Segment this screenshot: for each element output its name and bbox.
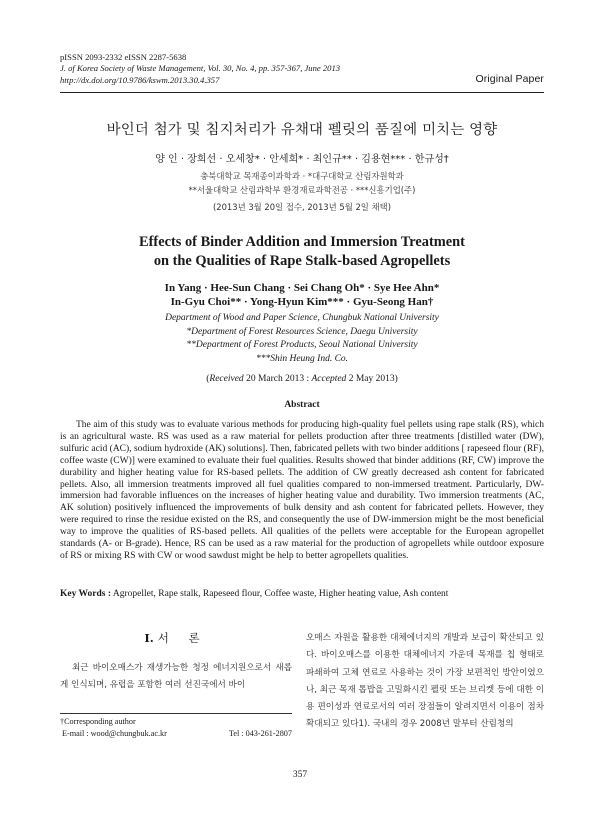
intro-paragraph-right: 오매스 자원을 활용한 대체에너지의 개발과 보급이 확산되고 있다. 바이오매스를 이용한 대체에너지 가운데 목재를 칩 형태로 파쇄하여 고체 연료로 사용하는 것이 가장 보편적인 방안이었으나, 최근 목재 톱밥을 고밀화시킨 펠릿 또는 브리켓 등에 대한 이용 편이성과 연료로서의 여러 장점들이 알려지면서 이용이 점차 확대되고 있다1). 국내의 경우 2008년 말부터 산림청의: [306, 633, 544, 730]
left-column: [60, 630, 292, 695]
corresponding-author: †Corresponding author: [60, 717, 136, 726]
section-heading: [60, 630, 292, 646]
intro-paragraph-left: 최근 바이오매스가 재생가능한 청정 에너지원으로서 새롭게 인식되며, 유럽을 포함한 여러 선진국에서 바이: [60, 663, 292, 691]
keywords: [60, 589, 544, 599]
accepted-date: 2 May 2013): [348, 374, 398, 384]
keywords-label: Key Words :: [60, 589, 112, 599]
english-authors: [60, 282, 544, 309]
affiliation-2: *Department of Forest Resources Science, Daegu University: [186, 326, 418, 337]
issn-line: pISSN 2093-2332 eISSN 2287-5638: [60, 52, 187, 62]
affiliation-4: ***Shin Heung Ind. Co.: [255, 353, 349, 364]
korean-title: 바인더 첨가 및 침지처리가 유채대 펠릿의 품질에 미치는 영향: [106, 122, 498, 138]
english-dates: (Received 20 March 2013 : Accepted 2 May 2013): [206, 374, 398, 384]
header-divider: [60, 92, 544, 93]
korean-affiliation-1: 충북대학교 목재종이과학과 · *대구대학교 산림자원학과: [200, 171, 404, 181]
english-title: [60, 233, 544, 271]
abstract-body: The aim of this study was to evaluate various methods for producing high-quality fuel pellets using rape stalk (RS), which is an agricultural waste. RS was used as a raw material for pellets production after three treatments [distilled water (DW), sulfuric acid (AC), sodium hydroxide (AK) solutions]. Then, fabricated pellets with two binder additions [ rapeseed flour (RF), coffee waste (CW)] were examined to evaluate their fuel qualities. Results showed that binder additions (RF, CW) improve the durability and higher heating value for RS-based pellets. The addition of CW greatly decreased ash content for fabricated pellets. Also, all immersion treatments improved all fuel qualities compared to non-immersed treatment. Particularly, DW-immersion had favorable influences on the increases of higher heating value and durability. Two immersion treatments (AC, AK solution) positively influenced the improvements of bulk density and ash content for fabricated pellets. However, they were required to rinse the residue existed on the RS, and consequently the use of DW-immersion might be the most beneficial way to improve the qualities of RS-based pellets. All qualities of the pellets were acceptable for the European agropellet standards (A- or B-grade). Hence, RS can be used as a raw material for the production of agropellets while outdoor exposure of RS or mixing RS with CW or wood sawdust might be help to better agropellets qualities.: [60, 420, 544, 561]
journal-header: [60, 52, 544, 86]
english-affiliations: [60, 312, 544, 366]
affiliation-3: **Department of Forest Products, Seoul National University: [186, 340, 418, 351]
doi-link[interactable]: http://dx.doi.org/10.9786/kswm.2013.30.4.357: [60, 74, 220, 85]
section-number: I.: [144, 631, 154, 645]
author-tel: Tel : 043-261-2807: [228, 729, 292, 738]
korean-dates: (2013년 3월 20일 접수, 2013년 5월 2일 채택): [212, 202, 391, 212]
abstract-heading: Abstract: [284, 400, 320, 410]
accepted-label: Accepted: [311, 374, 347, 384]
english-title-line-1: Effects of Binder Addition and Immersion Treatment: [139, 234, 465, 250]
english-authors-line-2: In-Gyu Choi** · Yong-Hyun Kim*** · Gyu-Seong Han†: [170, 295, 434, 308]
page-number: 357: [292, 770, 308, 780]
section-title: 서 론: [157, 631, 208, 645]
footnote-divider: [60, 713, 292, 714]
received-date: 20 March 2013: [246, 374, 305, 384]
article-type-badge: Original Paper: [475, 73, 544, 85]
affiliation-1: Department of Wood and Paper Science, Chungbuk National University: [165, 313, 439, 323]
keywords-text: Agropellet, Rape stalk, Rapeseed flour, Coffee waste, Higher heating value, Ash content: [112, 589, 449, 599]
korean-authors: 양 인 · 장희선 · 오세창* · 안세희* · 최인규** · 김용현*** · 한규성†: [155, 154, 449, 165]
received-label: Received: [209, 374, 244, 384]
korean-affiliation-2: **서울대학교 산림과학부 환경재료과학전공 · ***신흥기업(주): [188, 185, 416, 195]
english-authors-line-1: In Yang · Hee-Sun Chang · Sei Chang Oh* · Sye Hee Ahn*: [164, 282, 440, 294]
author-email[interactable]: E-mail : wood@chungbuk.ac.kr: [62, 729, 167, 738]
footnote: [60, 716, 292, 740]
citation-line: J. of Korea Society of Waste Management, Vol. 30, No. 4, pp. 357-367, June 2013: [60, 63, 341, 74]
english-title-line-2: on the Qualities of Rape Stalk-based Agropellets: [153, 253, 451, 269]
